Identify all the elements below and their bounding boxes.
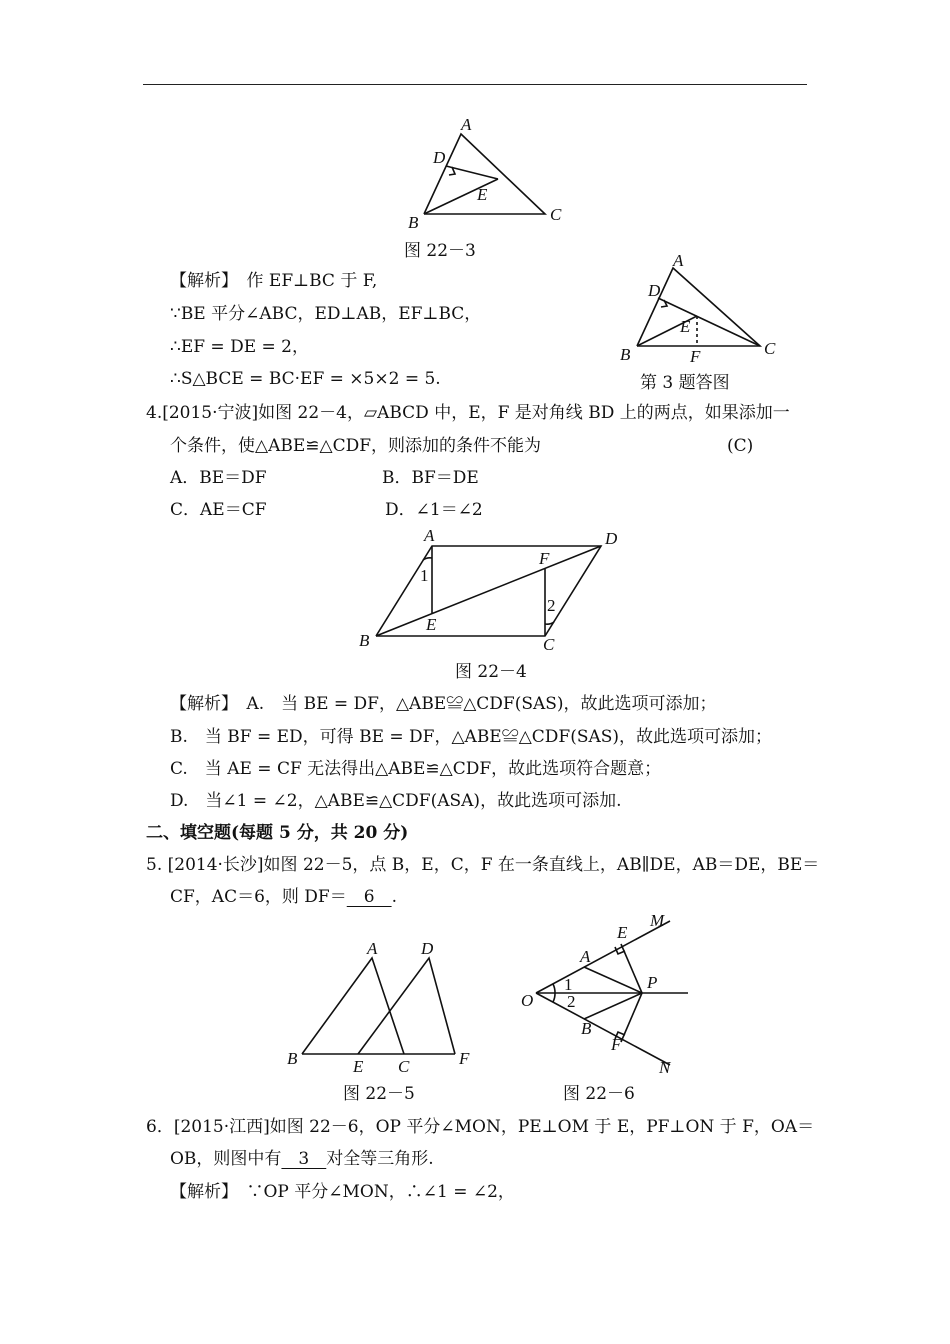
label-F: F — [459, 1049, 470, 1068]
question-6-line-2-text: OB，则图中有 — [170, 1149, 282, 1169]
solution-4-line-1: 【解析】 A. 当 BE = DF，△ABE≌△CDF(SAS)，故此选项可添加； — [170, 694, 717, 714]
question-6-line-1: 6．[2015·江西]如图 22－6，OP 平分∠MON，PE⊥OM 于 E，PF⊥ON 于 F，OA＝ — [146, 1117, 815, 1137]
label-A: A — [424, 526, 435, 545]
label-E: E — [477, 185, 488, 204]
label-M: M — [650, 911, 665, 930]
label-E: E — [426, 615, 437, 634]
caption-22-6: 图 22－6 — [563, 1084, 635, 1104]
label-P: P — [647, 973, 658, 992]
solution-6-line-1: 【解析】 ∵OP 平分∠MON，∴∠1 = ∠2， — [170, 1182, 515, 1202]
label-B: B — [620, 345, 631, 364]
solution-4-line-4: D. 当∠1 = ∠2，△ABE≌△CDF(ASA)，故此选项可添加. — [170, 791, 622, 811]
option-a: A．BE＝DF — [170, 468, 267, 488]
label-D: D — [648, 281, 661, 300]
solution-3-line-4: ∴S△BCE = BC·EF = ×5×2 = 5. — [170, 369, 441, 389]
question-5-line-2 — [170, 886, 397, 908]
figure-22-3 — [400, 115, 580, 238]
question-6-line-2-end: 对全等三角形. — [326, 1149, 434, 1169]
caption-22-3: 图 22－3 — [404, 241, 476, 261]
label-C: C — [398, 1057, 410, 1076]
label-D: D — [433, 148, 446, 167]
label-B: B — [408, 213, 419, 232]
question-4-answer: (C) — [727, 436, 754, 456]
header-rule — [143, 84, 807, 85]
caption-22-4: 图 22－4 — [455, 662, 527, 682]
question-4-line-2: 个条件，使△ABE≌△CDF，则添加的条件不能为 — [170, 436, 542, 456]
question-5-line-2-end: . — [391, 887, 397, 907]
question-6-answer: 3 — [281, 1149, 327, 1169]
label-N: N — [659, 1058, 671, 1077]
label-D: D — [605, 529, 618, 548]
section-heading: 二、填空题(每题 5 分，共 20 分) — [146, 823, 409, 843]
label-E: E — [680, 317, 691, 336]
question-4-line-1: 4.[2015·宁波]如图 22－4，▱ABCD 中，E，F 是对角线 BD 上的两点，如果添加一 — [146, 403, 790, 423]
label-F: F — [539, 549, 550, 568]
label-F: F — [690, 347, 701, 366]
question-5-line-2-text: CF，AC＝6，则 DF＝ — [170, 887, 347, 907]
label-C: C — [550, 205, 562, 224]
solution-4-line-3: C. 当 AE = CF 无法得出△ABE≌△CDF，故此选项符合题意； — [170, 759, 662, 779]
label-A: A — [461, 115, 472, 134]
option-b: B．BF＝DE — [382, 468, 479, 488]
question-5-answer: 6 — [346, 887, 392, 907]
label-1: 1 — [564, 975, 573, 994]
label-A: A — [673, 251, 684, 270]
label-D: D — [421, 939, 434, 958]
figure-22-5 — [285, 939, 485, 1077]
solution-3-line-3: ∴EF = DE = 2， — [170, 337, 309, 357]
label-2: 2 — [547, 596, 556, 615]
label-B: B — [581, 1019, 592, 1038]
solution-3-line-1: 【解析】 作 EF⊥BC 于 F, — [170, 271, 378, 291]
solution-4-line-2: B. 当 BF = ED，可得 BE = DF，△ABE≌△CDF(SAS)，故此选项可添加； — [170, 727, 773, 747]
label-C: C — [543, 635, 555, 654]
solution-3-line-2: ∵BE 平分∠ABC，ED⊥AB，EF⊥BC， — [170, 304, 482, 324]
label-E: E — [617, 923, 628, 942]
label-C: C — [764, 339, 776, 358]
label-O: O — [521, 991, 534, 1010]
option-d: D．∠1＝∠2 — [385, 500, 483, 520]
figure-22-6 — [518, 908, 703, 1078]
label-A: A — [580, 947, 591, 966]
label-A: A — [367, 939, 378, 958]
label-E: E — [353, 1057, 364, 1076]
question-5-line-1: 5. [2014·长沙]如图 22－5，点 B，E，C，F 在一条直线上，AB∥DE，AB＝DE，BE＝ — [146, 855, 820, 875]
label-1: 1 — [420, 566, 429, 585]
figure-22-4 — [355, 526, 630, 656]
label-B: B — [287, 1049, 298, 1068]
label-F: F — [611, 1035, 622, 1054]
label-B: B — [359, 631, 370, 650]
caption-22-5: 图 22－5 — [343, 1084, 415, 1104]
option-c: C．AE＝CF — [170, 500, 267, 520]
question-6-line-2 — [170, 1148, 434, 1170]
label-2: 2 — [567, 992, 576, 1011]
figure-q3-answer — [610, 251, 790, 374]
caption-q3-answer: 第 3 题答图 — [640, 373, 730, 393]
